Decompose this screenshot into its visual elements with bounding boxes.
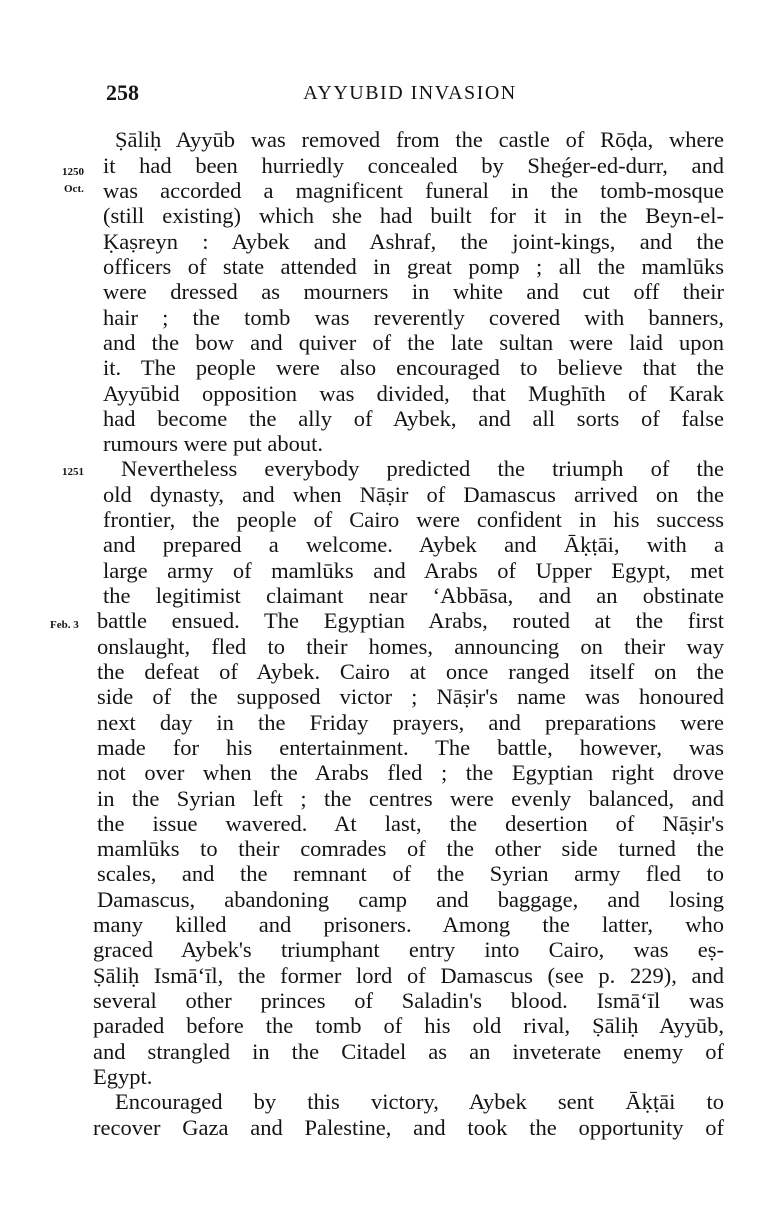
text-line: made for his entertainment. The battle, however, was (97, 735, 724, 760)
text-line: not over when the Arabs fled ; the Egyptian right drove (97, 760, 724, 785)
text-line: were dressed as mourners in white and cut off their (103, 279, 724, 304)
text-line: it. The people were also encouraged to believe that the (103, 355, 724, 380)
text-line: battle ensued. The Egyptian Arabs, routed at the first (97, 608, 724, 633)
text-line: in the Syrian left ; the centres were evenly balanced, and (97, 786, 724, 811)
text-line: Ṣāliḥ Ismā‘īl, the former lord of Damascus (see p. 229), and (93, 963, 724, 988)
text-line: next day in the Friday prayers, and preparations were (97, 710, 724, 735)
text-line: the legitimist claimant near ‘Abbāsa, and an obstinate (103, 583, 724, 608)
text-line: was accorded a magnificent funeral in the tomb-mosque (103, 178, 724, 203)
text-line: frontier, the people of Cairo were confident in his success (103, 507, 724, 532)
text-line: several other princes of Saladin's blood. Ismā‘īl was (93, 988, 724, 1013)
margin-note-february-3: Feb. 3 (50, 619, 79, 631)
text-line: Egypt. (93, 1064, 153, 1089)
text-line: (still existing) which she had built for it in the Beyn-el- (103, 203, 724, 228)
text-line: hair ; the tomb was reverently covered with banners, (103, 305, 724, 330)
text-line: Nevertheless everybody predicted the triumph of the (121, 456, 724, 481)
text-line: Encouraged by this victory, Aybek sent Āḳṭāi to (115, 1089, 724, 1114)
text-line: officers of state attended in great pomp ; all the mamlūks (103, 254, 724, 279)
text-line: Damascus, abandoning camp and baggage, and losing (97, 887, 724, 912)
text-line: old dynasty, and when Nāṣir of Damascus arrived on the (103, 482, 724, 507)
text-line: recover Gaza and Palestine, and took the opportunity of (93, 1115, 724, 1140)
running-head: AYYUBID INVASION (303, 82, 517, 104)
margin-note-october: Oct. (64, 183, 84, 195)
margin-note-year-1251: 1251 (62, 466, 84, 478)
text-line: and the bow and quiver of the late sultan were laid upon (103, 330, 724, 355)
text-line: Ayyūbid opposition was divided, that Mughīth of Karak (103, 381, 724, 406)
text-line: large army of mamlūks and Arabs of Upper Egypt, met (103, 558, 724, 583)
text-line: side of the supposed victor ; Nāṣir's name was honoured (97, 684, 724, 709)
page-number: 258 (106, 80, 139, 105)
text-line: graced Aybek's triumphant entry into Cairo, was eṣ- (93, 937, 724, 962)
text-line: paraded before the tomb of his old rival, Ṣāliḥ Ayyūb, (93, 1013, 724, 1038)
text-line: and strangled in the Citadel as an inveterate enemy of (93, 1039, 724, 1064)
text-line: the defeat of Aybek. Cairo at once ranged itself on the (97, 659, 724, 684)
text-line: Ṣāliḥ Ayyūb was removed from the castle of Rōḍa, where (115, 127, 724, 152)
text-line: had become the ally of Aybek, and all sorts of false (103, 406, 724, 431)
text-line: it had been hurriedly concealed by Sheǵer-ed-durr, and (103, 153, 724, 178)
text-line: mamlūks to their comrades of the other side turned the (97, 836, 724, 861)
margin-note-year-1250: 1250 (62, 166, 84, 178)
text-line: many killed and prisoners. Among the latter, who (93, 912, 724, 937)
text-line: rumours were put about. (103, 431, 323, 456)
text-line: scales, and the remnant of the Syrian army fled to (97, 861, 724, 886)
text-line: the issue wavered. At last, the desertion of Nāṣir's (97, 811, 724, 836)
text-line: Ḳaṣreyn : Aybek and Ashraf, the joint-kings, and the (103, 229, 724, 254)
text-line: and prepared a welcome. Aybek and Āḳṭāi, with a (103, 532, 724, 557)
text-line: onslaught, fled to their homes, announcing on their way (97, 634, 724, 659)
